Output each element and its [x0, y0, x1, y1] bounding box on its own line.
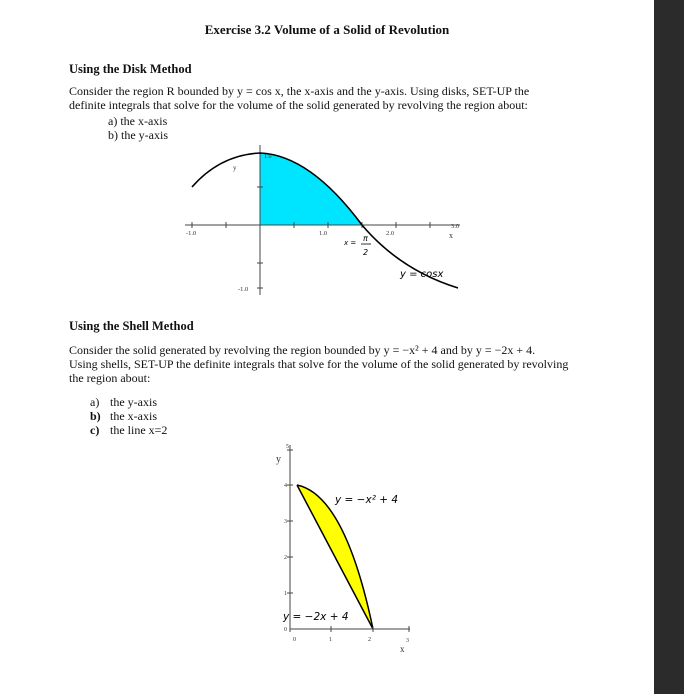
tick-label-y-top: 1.0 [264, 154, 272, 160]
y-tick-4: 4 [284, 483, 287, 489]
x-tick-1: 1 [329, 637, 332, 643]
y-tick-0: 0 [284, 627, 287, 633]
scrollbar[interactable] [654, 0, 684, 694]
linear-line [297, 485, 373, 629]
page-title: Exercise 3.2 Volume of a Solid of Revolution [204, 22, 450, 37]
shell-item-a: a) the y-axis [90, 395, 157, 409]
y-axis-label: y [233, 164, 237, 172]
disk-item-b: b) the y-axis [108, 128, 168, 142]
shell-item-c: c) the line x=2 [90, 423, 168, 437]
shaded-region-R [260, 153, 362, 225]
shell-heading: Using the Shell Method [69, 319, 194, 333]
cos-curve-label: y = cosx [400, 269, 444, 280]
shell-item-b: b) the x-axis [90, 409, 157, 423]
x-axis-label: x [400, 644, 405, 654]
tick-label-x1: 1.0 [319, 230, 328, 237]
y-tick-3: 3 [284, 519, 287, 525]
tick-label-neg-y: -1.0 [238, 286, 249, 293]
disk-paragraph-line-2: definite integrals that solve for the volume of the solid generated by revolving the region about: [69, 98, 528, 112]
y-tick-5: 5 [286, 444, 289, 450]
cosine-region-graph [180, 145, 480, 300]
y-axis-label: y [276, 454, 281, 465]
tick-label-x3: 3.0 [451, 223, 460, 230]
disk-paragraph-line-1: Consider the region R bounded by y = cos x, the x-axis and the y-axis. Using disks, SET-UP the [69, 84, 530, 98]
tick-label-x2: 2.0 [386, 230, 395, 237]
shell-paragraph-line-2: Using shells, SET-UP the definite integrals that solve for the volume of the solid generated by revolving [69, 357, 569, 371]
y-tick-1: 1 [284, 591, 287, 597]
tick-label-neg-x: -1.0 [186, 230, 197, 237]
line-label: y = −2x + 4 [283, 611, 349, 623]
x-axis-label: x [449, 231, 453, 240]
pi-denominator: 2 [363, 248, 369, 257]
shell-paragraph-line-1: Consider the solid generated by revolving the region bounded by y = −x² + 4 and by y = −2x + 4. [69, 343, 536, 357]
x-tick-2: 2 [368, 637, 371, 643]
shell-region-graph [270, 440, 420, 655]
y-tick-2: 2 [284, 555, 287, 561]
disk-item-a: a) the x-axis [108, 114, 168, 128]
shell-paragraph-line-3: the region about: [69, 371, 151, 385]
x-tick-3: 3 [406, 638, 409, 644]
x-tick-0: 0 [293, 637, 296, 643]
disk-heading: Using the Disk Method [69, 62, 192, 76]
pi-numerator: π [363, 234, 368, 243]
parabola-label: y = −x² + 4 [335, 494, 399, 506]
x-equals-prefix: x = [344, 239, 357, 247]
